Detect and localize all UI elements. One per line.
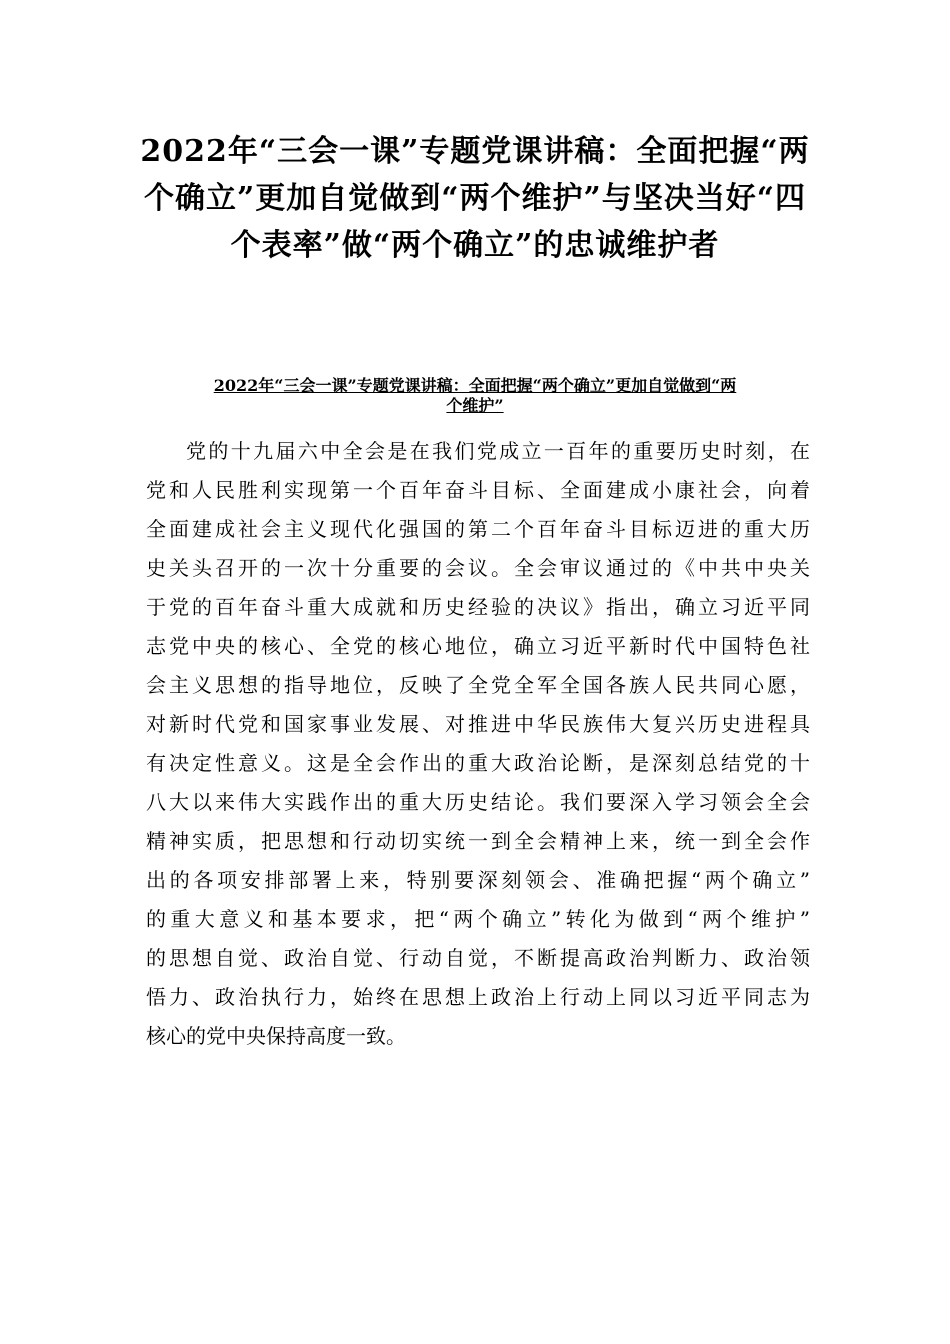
body-paragraph	[146, 432, 810, 1056]
section-heading-line: 个维护”	[446, 396, 504, 415]
paragraph-line: 的思想自觉、政治自觉、行动自觉，不断提高政治判断力、政治领	[146, 946, 810, 970]
paragraph-line: 于党的百年奋斗重大成就和历史经验的决议》指出，确立习近平同	[146, 595, 810, 619]
section-heading	[140, 376, 810, 416]
paragraph-line: 出的各项安排部署上来，特别要深刻领会、准确把握“两个确立”	[146, 868, 810, 892]
paragraph-line: 史关头召开的一次十分重要的会议。全会审议通过的《中共中央关	[146, 556, 810, 580]
document-title-line: 个表率”做“两个确立”的忠诚维护者	[230, 228, 720, 263]
document-title-line: 2022年“三会一课”专题党课讲稿：全面把握“两	[140, 134, 810, 169]
section-heading-line: 2022年“三会一课”专题党课讲稿：全面把握“两个确立”更加自觉做到“两	[213, 376, 737, 395]
paragraph-line: 精神实质，把思想和行动切实统一到全会精神上来，统一到全会作	[146, 829, 810, 853]
paragraph-line: 八大以来伟大实践作出的重大历史结论。我们要深入学习领会全会	[146, 790, 810, 814]
paragraph-line: 的重大意义和基本要求，把“两个确立”转化为做到“两个维护”	[146, 907, 810, 931]
paragraph-line: 会主义思想的指导地位，反映了全党全军全国各族人民共同心愿，	[146, 673, 810, 697]
document-title	[140, 128, 810, 269]
paragraph-line: 核心的党中央保持高度一致。	[146, 1024, 406, 1048]
paragraph-line: 对新时代党和国家事业发展、对推进中华民族伟大复兴历史进程具	[146, 712, 810, 736]
paragraph-line: 志党中央的核心、全党的核心地位，确立习近平新时代中国特色社	[146, 634, 810, 658]
paragraph-line: 有决定性意义。这是全会作出的重大政治论断，是深刻总结党的十	[146, 751, 810, 775]
paragraph-line: 党的十九届六中全会是在我们党成立一百年的重要历史时刻，在	[186, 439, 810, 463]
paragraph-line: 悟力、政治执行力，始终在思想上政治上行动上同以习近平同志为	[146, 985, 810, 1009]
document-title-line: 个确立”更加自觉做到“两个维护”与坚决当好“四	[143, 181, 807, 216]
paragraph-line: 全面建成社会主义现代化强国的第二个百年奋斗目标迈进的重大历	[146, 517, 810, 541]
paragraph-line: 党和人民胜利实现第一个百年奋斗目标、全面建成小康社会，向着	[146, 478, 810, 502]
